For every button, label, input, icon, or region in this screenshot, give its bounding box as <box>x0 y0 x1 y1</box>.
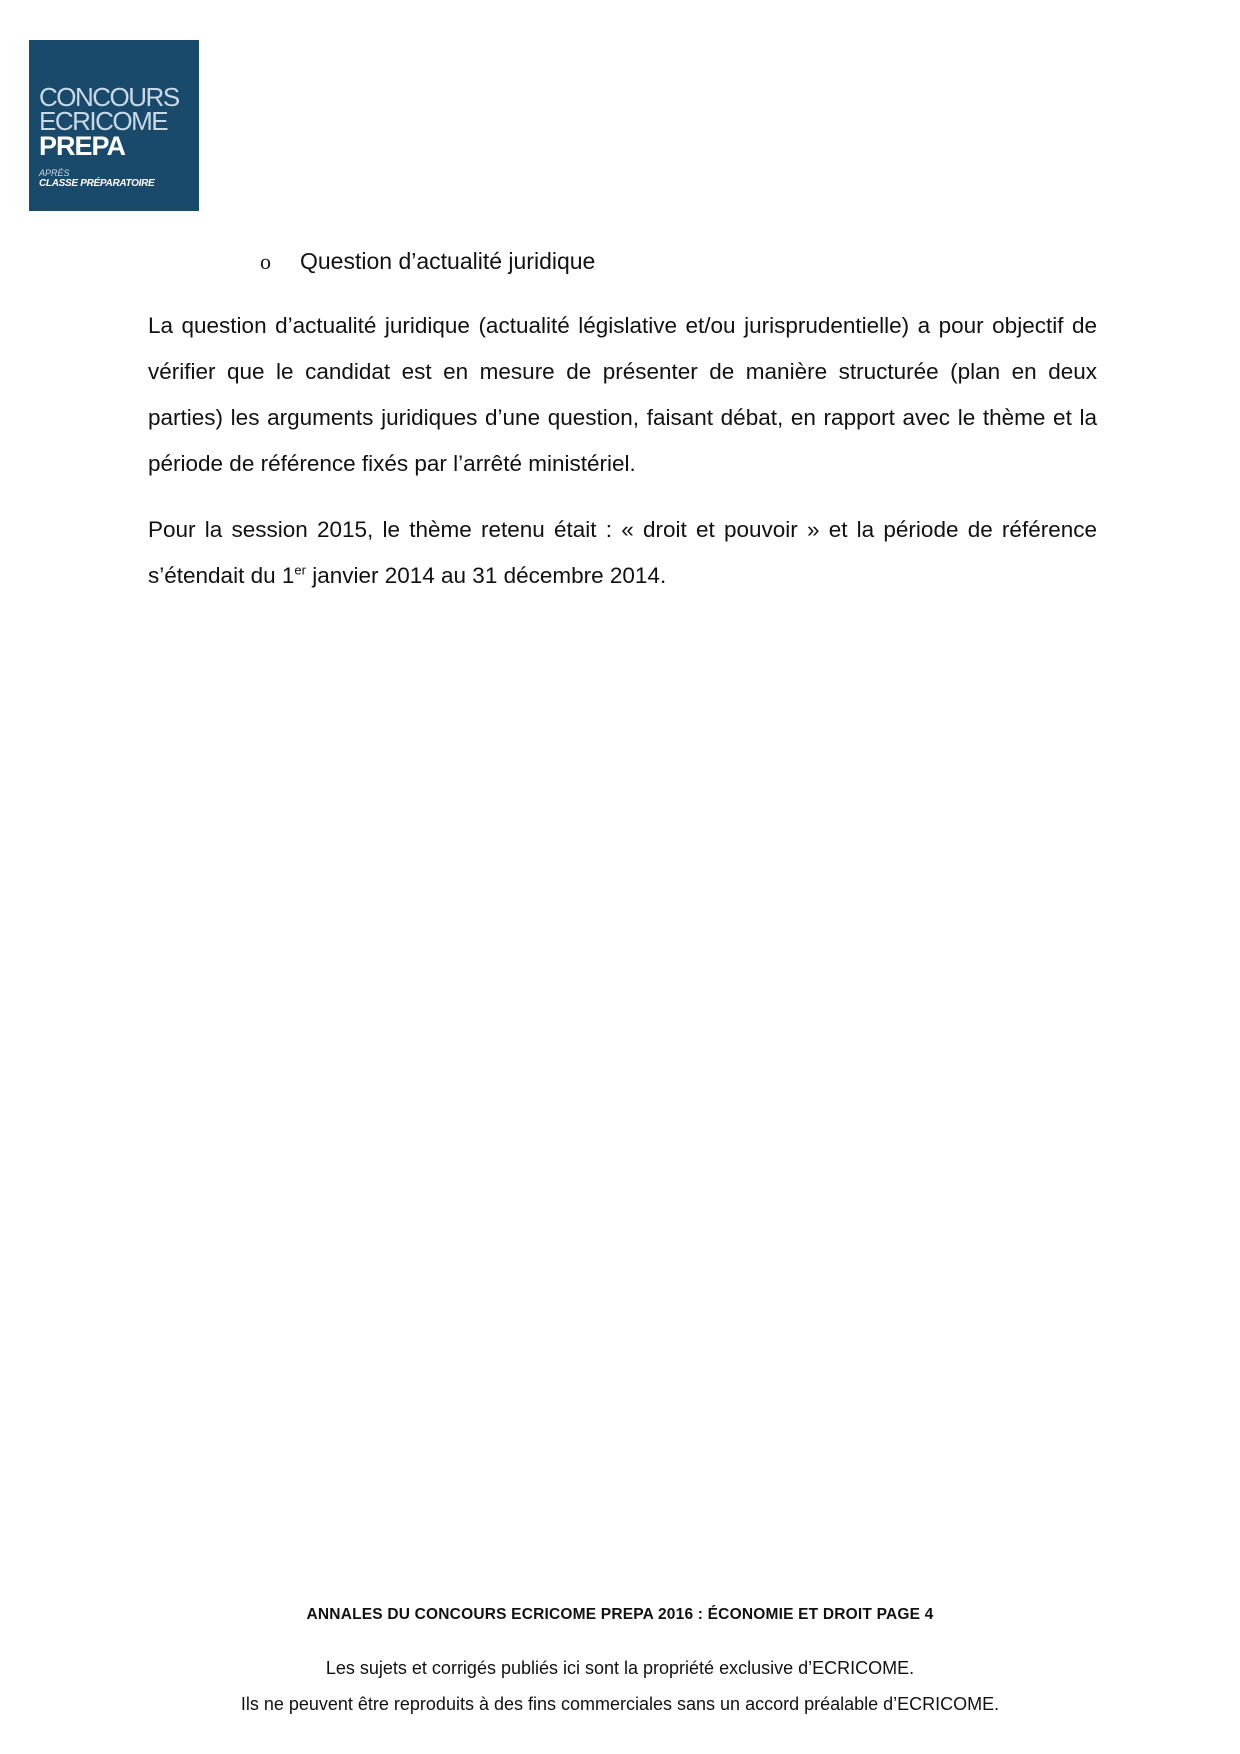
logo-line-apres: APRÈS <box>39 168 70 178</box>
logo-line-concours: CONCOURS <box>39 82 179 112</box>
paragraph-session-text-start: Pour la session 2015, le thème retenu était : « droit et pouvoir » et la période de référence s’étendait du 1 <box>148 517 1097 588</box>
ecricome-logo <box>29 40 199 211</box>
ordinal-superscript: er <box>294 562 306 578</box>
footer-copyright-line: Les sujets et corrigés publiés ici sont la propriété exclusive d’ECRICOME. <box>325 1658 915 1678</box>
bullet-marker: o <box>260 249 271 274</box>
section-heading <box>260 246 595 277</box>
logo-line-prepa: PREPA <box>39 131 126 161</box>
paragraph-session-text-end: janvier 2014 au 31 décembre 2014. <box>305 563 667 588</box>
footer-title: ANNALES DU CONCOURS ECRICOME PREPA 2016 : ÉCONOMIE ET DROIT PAGE 4 <box>306 1606 934 1623</box>
paragraph-objective: La question d’actualité juridique (actualité législative et/ou jurisprudentielle) a pour objectif de vérifier que le candidat est en mesure de présenter de manière structurée (plan en deux parties) les arguments juridiques d’une question, faisant débat, en rapport avec le thème et la période de référence fixés par l’arrêté ministériel. <box>148 313 1097 476</box>
logo-line-classe-preparatoire: CLASSE PRÉPARATOIRE <box>39 178 155 189</box>
paragraph-session-2015 <box>148 507 1097 599</box>
section-heading-text: Question d’actualité juridique <box>300 248 596 274</box>
logo-line-ecricome: ECRICOME <box>39 106 168 136</box>
footer-reproduction-line: Ils ne peuvent être reproduits à des fins commerciales sans un accord préalable d’ECRICOME. <box>240 1694 1000 1714</box>
